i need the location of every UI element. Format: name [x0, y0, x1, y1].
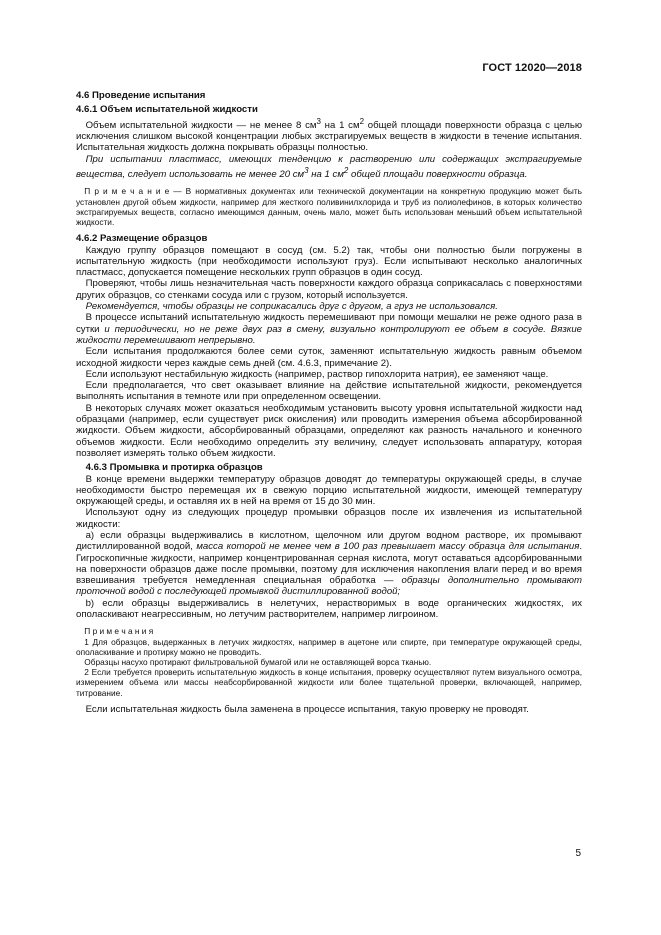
paragraph: В процессе испытаний испытательную жидкость перемешивают при помощи мешалки не реже одного раза в сутки и периодически, но не реже двух раз в смену, визуально контролируют ее объем в сосуде. Вязкие жидкости перемешивают непрерывно.: [76, 312, 582, 346]
section-4-6-3-title: 4.6.3 Промывка и протирка образцов: [85, 462, 263, 474]
paragraph-final: Если испытательная жидкость была заменена в процессе испытания, такую проверку не проводят.: [85, 703, 529, 715]
note-2: 2 Если требуется проверить испытательную жидкость в конце испытания, проверку осуществляют путем визуального осмотра, измерением объема или массы неабсорбированной жидкости или более тщательной проверки, включающей, например, титрование.: [76, 667, 582, 698]
list-item-a: а) если образцы выдерживались в кислотном, щелочном или другом водном растворе, их промывают дистиллированной водой, масса которой не менее чем в 100 раз превышает массу образца для испытания. Гигроскопичные жидкости, например концентрированная серная кислота, могут оставаться адсорбированными на поверхности образцов даже после промывки, поэтому для исключения накопления влаги перед и во время взвешивания требуется немедленная специальная обработка — образцы дополнительно промывают проточной водой с последующей промывкой дистиллированной водой;: [76, 529, 582, 598]
section-4-6-title: 4.6 Проведение испытания: [76, 90, 206, 101]
paragraph: Используют одну из следующих процедур промывки образцов после их извлечения из испытательной жидкости:: [76, 507, 582, 530]
note-1: 1 Для образцов, выдержанных в летучих жидкостях, например в ацетоне или спирте, при температуре окружающей среды, ополаскивание и протирку можно не проводить.: [76, 636, 582, 657]
paragraph: Объем испытательной жидкости — не менее 8 $см^3$ на 1 $см^2$ общей площади поверхности образца с целью исключения слишком высокой концентрации любых экстрагируемых веществ в жидкости в течение испытания. Испытательная жидкость должна покрывать образцы полностью.: [76, 116, 583, 154]
paragraph: Каждую группу образцов помещают в сосуд (см. 5.2) так, чтобы они полностью были погружены в испытательную жидкость (при необходимости используют груз). Если испытывают несколько аналогичных пластмасс, допускается помещение нескольких групп образцов в один сосуд.: [76, 244, 582, 279]
page-number: 5: [575, 848, 581, 859]
page-content: [76, 90, 582, 715]
paragraph: В конце времени выдержки температуру образцов доводят до температуры окружающей среды, в случае необходимости быстро перемещая их в свежую порцию испытательной жидкости, имеющей температуру окружающей среды, и оставляя их в ней на время от 15 до 30 мин.: [76, 473, 582, 508]
note: П р и м е ч а н и е — В нормативных документах или технической документации на конкретную продукцию может быть установлен другой объем жидкости, например для жесткого поливинилхлорида и труб из полиолефинов, в которых количество экстрагируемых веществ, согласно имеющимся данным, очень мало, может быть использован меньший объем испытательной жидкости.: [76, 186, 583, 228]
list-item-b: b) если образцы выдерживались в нелетучих, нерастворимых в воде органических жидкостях, их ополаскивают неагрессивным, но летучим растворителем, например лигроином.: [76, 597, 582, 621]
paragraph: Если испытания продолжаются более семи суток, заменяют испытательную жидкость равным объемом исходной жидкости через каждые семь дней (см. 4.6.3, примечание 2).: [76, 346, 582, 369]
note-1b: Образцы насухо протирают фильтровальной бумагой или не оставляющей ворса тканью.: [84, 656, 432, 667]
paragraph: Если предполагается, что свет оказывает влияние на действие испытательной жидкости, рекомендуется выполнять испытания в темноте или при определенном освещении.: [76, 380, 582, 403]
notes-label: П р и м е ч а н и я: [84, 626, 154, 637]
paragraph: Проверяют, чтобы лишь незначительная часть поверхности каждого образца соприкасалась с поверхностями других образцов, со стенками сосуда или с грузом, который используется.: [76, 278, 582, 301]
paragraph-italic: При испытании пластмасс, имеющих тенденцию к растворению или содержащих экстрагируемые вещества, следует использовать не менее 20 $см^3$ на 1 $см^2$ общей площади поверхности образца.: [76, 153, 582, 181]
document-code: ГОСТ 12020—2018: [482, 62, 582, 74]
paragraph-italic: Рекомендуется, чтобы образцы не соприкасались друг с другом, а груз не использовался.: [85, 301, 498, 313]
section-4-6-2-title: 4.6.2 Размещение образцов: [76, 233, 208, 245]
section-4-6-1-title: 4.6.1 Объем испытательной жидкости: [76, 104, 258, 116]
paragraph: В некоторых случаях может оказаться необходимым установить высоту уровня испытательной жидкости над образцами (например, если существует риск окисления) или проводить измерения объема абсорбированной жидкости. Объем жидкости, абсорбированный образцами, определяют как разность начального и конечного объемов жидкости. Если необходимо определить эту величину, следует использовать аппаратуру, которая позволяет измерять только объем жидкости.: [76, 402, 582, 459]
paragraph: Если используют нестабильную жидкость (например, раствор гипохлорита натрия), ее заменяют чаще.: [85, 368, 549, 380]
